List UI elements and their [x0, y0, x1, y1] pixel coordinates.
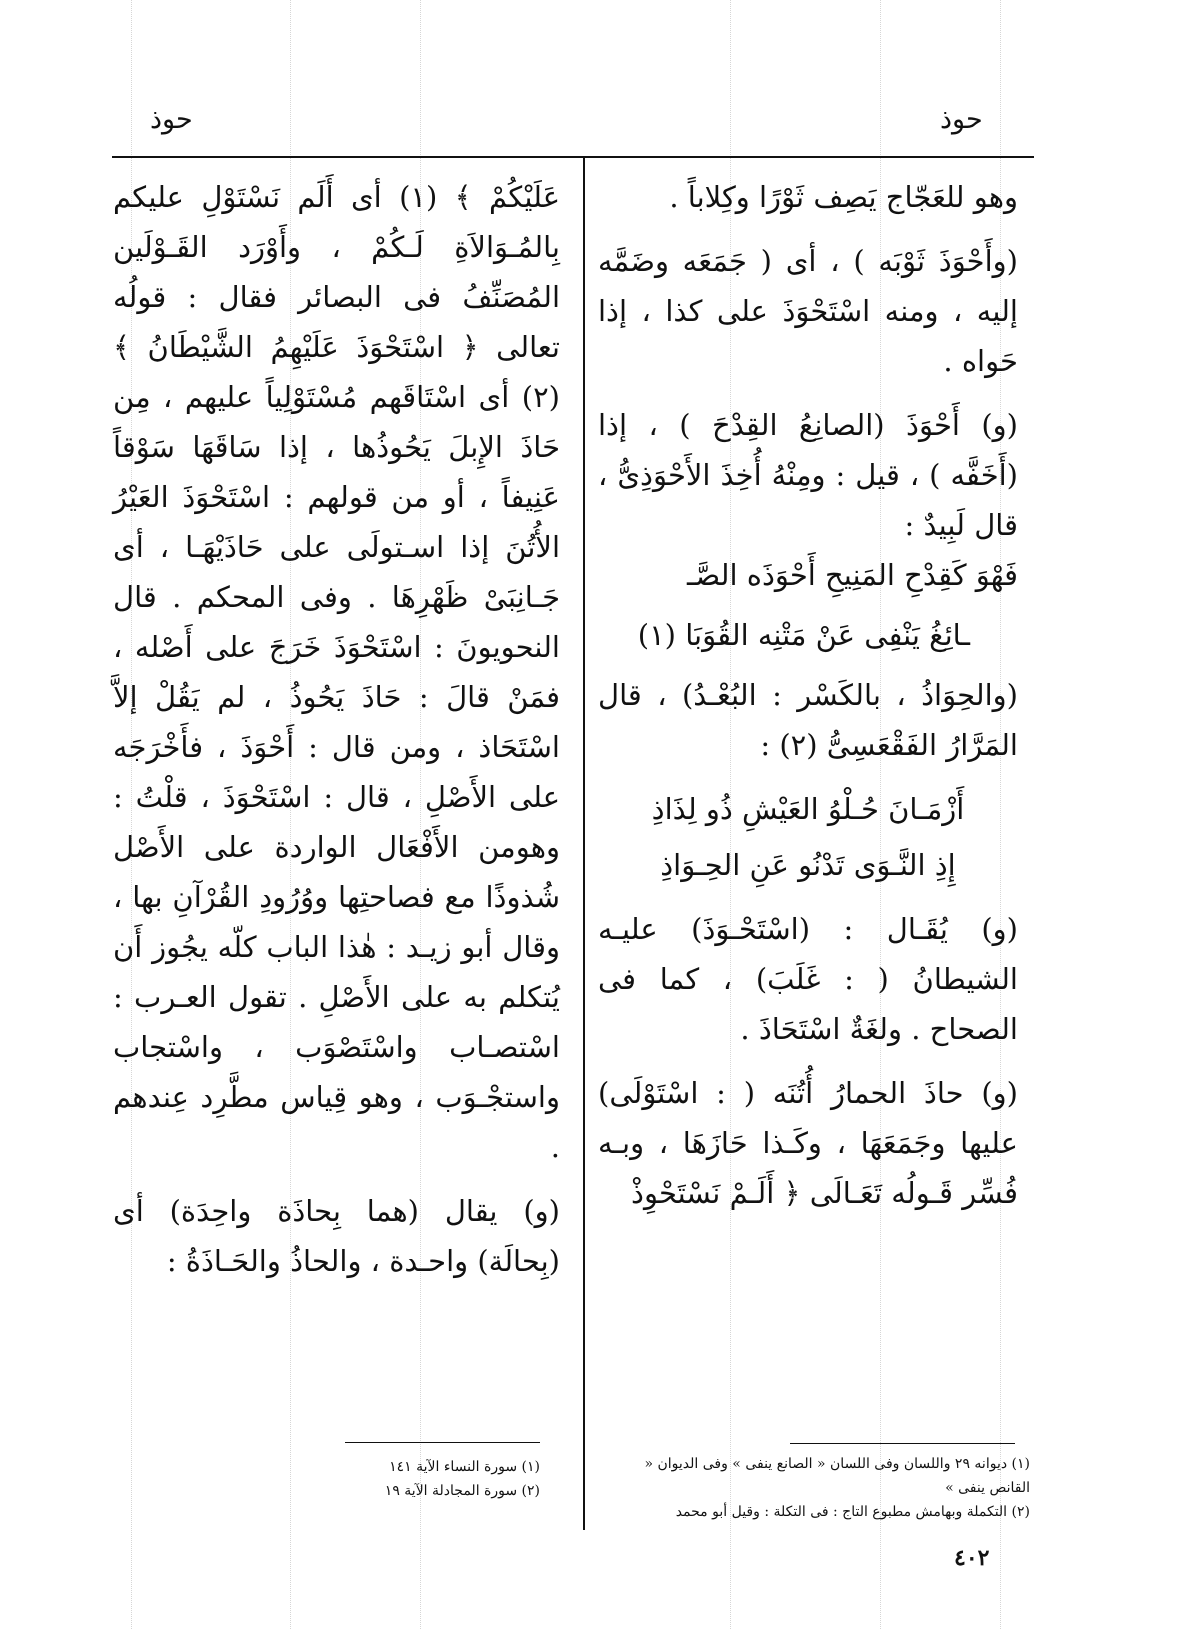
footnotes-right: [620, 1452, 1030, 1524]
footnote: (١) سورة النساء الآية ١٤١: [389, 1459, 540, 1475]
poem-line: فَهْوَ كَقِدْحِ المَنِيحِ أَحْوَذَه الصَّـ: [687, 558, 1018, 592]
poem-line: إِذِ النَّـوَى تَدْنُو عَنِ الحِـوَاذِ: [660, 848, 956, 882]
paragraph: (والحِوَاذُ ، بالكَسْر : البُعْـدُ) ، قال المَرَّارُ الفَقْعَسِىُّ (٢) :: [598, 678, 1018, 762]
footnote: (١) ديوانه ٢٩ واللسان وفى اللسان « الصانع ينفى » وفى الديوان « القانص ينفى »: [644, 1456, 1030, 1496]
footnote: (٢) سورة المجادلة الآية ١٩: [384, 1483, 540, 1499]
column-divider: [583, 157, 585, 1530]
footnotes-left: [300, 1455, 540, 1503]
paragraph: (و) يُقَـال : (اسْتَحْـوَذَ) عليـه الشيطانُ ( : غَلَبَ) ، كما فى الصحاح . ولغَةٌ اسْتَحَاذَ .: [598, 912, 1018, 1046]
paragraph: (و) حاذَ الحمارُ أُتُنَه ( : اسْتَوْلَى) عليها وجَمَعَهَا ، وكَـذا حَازَهَا ، وبـه فُسِّر قَـولُه تَعَـالَى ﴿ أَلَـمْ نَسْتَحْوِذْ: [598, 1076, 1018, 1210]
running-header-right: حوذ: [940, 104, 983, 135]
left-column: [113, 172, 560, 1300]
poem-line: أَزْمَـانَ حُـلْوُ العَيْشِ ذُو لِذَاذِ: [651, 792, 965, 826]
paragraph: (و) أَحْوَذَ (الصانِعُ القِدْحَ ) ، إذا (أَخَفَّه ) ، قيل : ومِنْهُ أُخِذَ الأَحْوَذِىُّ ، قال لَبِيدٌ :: [598, 408, 1018, 542]
running-header-left: حوذ: [150, 104, 193, 135]
footnote: (٢) التكملة وبهامش مطبوع التاج : فى التكلة : وقيل أبو محمد: [675, 1504, 1030, 1520]
right-column: [598, 172, 1018, 1232]
footnote-rule: [790, 1443, 1015, 1444]
paragraph: عَلَيْكُمْ ﴾ (١) أى أَلَم نَسْتَوْلِ عليكم بِالمُـوَالاَةِ لَـكُمْ ، وأَوْرَد القَـوْلَين المُصَنِّفُ فى البصائر فقال : قولُه تعالى ﴿ اسْتَحْوَذَ عَلَيْهِمُ الشَّيْطَانُ ﴾ (٢) أى اسْتَاقَهم مُسْتَوْلِياً عليهم ، مِن حَاذَ الإِبلَ يَحُوذُها ، إذا سَاقَهَا سَوْقاً عَنِيفاً ، أو من قولهم : اسْتَحْوَذَ العَيْرُ الأُتُنَ إذا اسـتولَى على حَاذَيْهَـا ، أى جَـانِبَىْ ظَهْرِهَا . وفى المحكم . قال النحويونَ : اسْتَحْوَذَ خَرَجَ على أَصْله ، فمَنْ قالَ : حَاذَ يَحُوذُ ، لم يَقُلْ إلاَّ اسْتَحَاذ ، ومن قال : أَحْوَذَ ، فأَخْرَجَه على الأَصْلِ ، قال : اسْتَحْوَذَ ، قلْتُ : وهومن الأَفْعَال الواردة على الأَصْل شُذوذًا مع فصاحتِها ووُرُودِ القُرْآنِ بها ، وقال أبو زيـد : هٰذا الباب كلّه يجُوز أَن يُتكلم به على الأَصْلِ . تقول العـرب : اسْتصـاب واسْتَصْوَب ، واسْتجاب واستجْـوَب ، وهو قِياس مطَّرِد عِندهم .: [113, 180, 560, 1164]
paragraph: وهو للعَجّاج يَصِف ثَوْرًا وكِلاباً .: [669, 180, 1018, 214]
page-number: ٤٠٢: [954, 1545, 990, 1571]
header-rule: [112, 156, 1034, 158]
paragraph: (و) يقال (هما بِحاذَة واحِدَة) أى (بِحالَة) واحـدة ، والحاذُ والحَـاذَةُ :: [113, 1194, 560, 1278]
paragraph: (وأَحْوَذَ ثَوْبَه ) ، أى ( جَمَعَه وضَمَّه إليه ، ومنه اسْتَحْوَذَ على كذا ، إذا حَواه .: [598, 244, 1018, 378]
poem-line: ـائِغُ يَنْفِى عَنْ مَتْنِه القُوَبَا (١): [637, 618, 970, 652]
footnote-rule: [345, 1442, 540, 1443]
